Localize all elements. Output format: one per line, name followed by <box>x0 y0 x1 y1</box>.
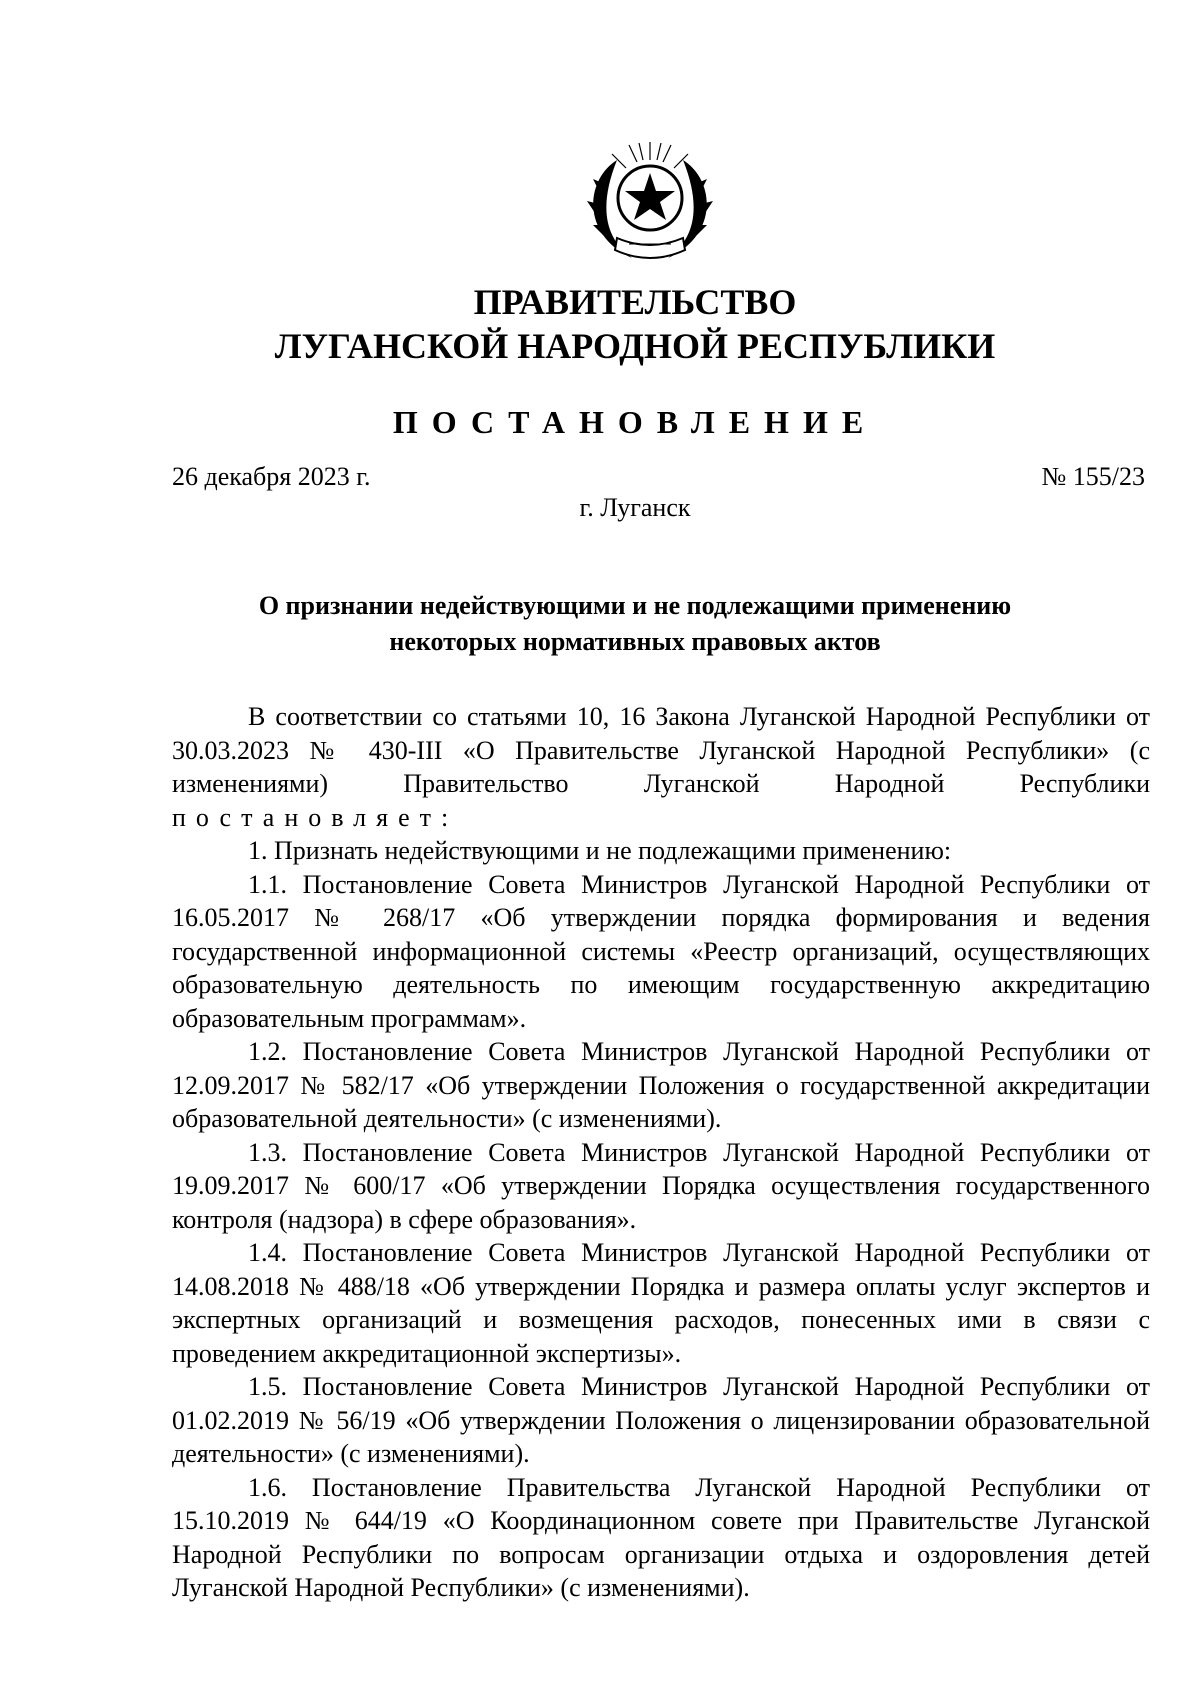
preamble-text: В соответствии со статьями 10, 16 Закона Луганской Народной Республики от 30.03.2023 № 430-III «О Правительстве Луганской Народной Республики» (с изменениями) Правительство Луганской Народной Республики <box>172 702 1150 798</box>
clause-1: 1. Признать недействующими и не подлежащими применению: <box>248 836 952 865</box>
clause-1-1: 1.1. Постановление Совета Министров Луганской Народной Республики от 16.05.2017 № 268/17 «Об утверждении порядка формирования и ведения государственной информационной системы «Реестр организаций, осуществляющих образовательную деятельность по имеющим государственную аккредитацию образовательным программам». <box>172 869 1150 1033</box>
document-title-line1: О признании недействующими и не подлежащими применению <box>258 591 1012 620</box>
document-number: № 155/23 <box>1041 462 1145 491</box>
document-body <box>172 700 1150 1605</box>
document-city: г. Луганск <box>579 493 691 522</box>
clause-1-4: 1.4. Постановление Совета Министров Луганской Народной Республики от 14.08.2018 № 488/18 «Об утверждении Порядка и размера оплаты услуг экспертов и экспертных организаций и возмещения расходов, понесенных ими в связи с проведением аккредитационной экспертизы». <box>172 1238 1150 1368</box>
document-type-heading: ПОСТАНОВЛЕНИЕ <box>392 404 878 440</box>
clause-1-2: 1.2. Постановление Совета Министров Луганской Народной Республики от 12.09.2017 № 582/17 «Об утверждении Положения о государственной аккредитации образовательной деятельности» (с изменениями). <box>172 1037 1150 1133</box>
preamble-paragraph <box>172 700 1150 834</box>
clause-1-5: 1.5. Постановление Совета Министров Луганской Народной Республики от 01.02.2019 № 56/19 «Об утверждении Положения о лицензировании образовательной деятельности» (с изменениями). <box>172 1372 1150 1468</box>
document-date: 26 декабря 2023 г. <box>172 462 371 491</box>
state-emblem-icon <box>577 140 723 270</box>
government-name-line2: ЛУГАНСКОЙ НАРОДНОЙ РЕСПУБЛИКИ <box>274 326 996 366</box>
clause-1-3: 1.3. Постановление Совета Министров Луганской Народной Республики от 19.09.2017 № 600/17 «Об утверждении Порядка осуществления государственного контроля (надзора) в сфере образования». <box>172 1137 1150 1234</box>
decrees-word: постановляет: <box>172 802 459 832</box>
government-name-line1: ПРАВИТЕЛЬСТВО <box>473 282 797 322</box>
document-title-line2: некоторых нормативных правовых актов <box>389 627 881 656</box>
clause-1-6: 1.6. Постановление Правительства Луганской Народной Республики от 15.10.2019 № 644/19 «О Координационном совете при Правительстве Луганской Народной Республики по вопросам организации отдыха и оздоровления детей Луганской Народной Республики» (с изменениями). <box>172 1472 1150 1602</box>
